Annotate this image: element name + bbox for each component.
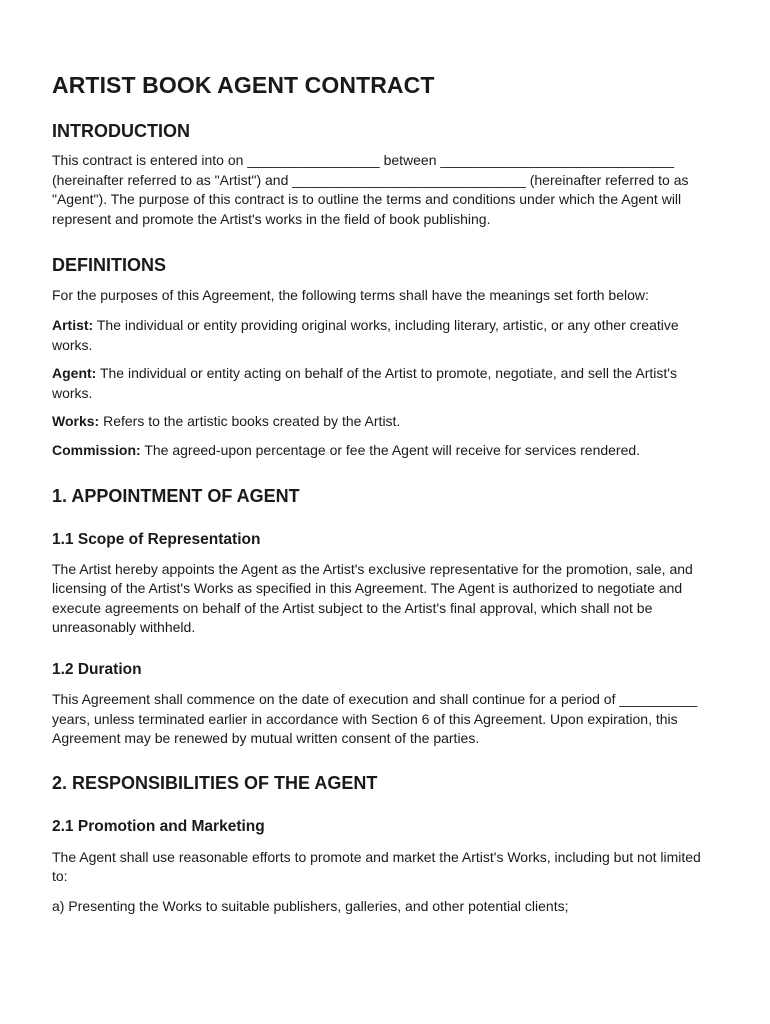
definition-term-label: Agent: bbox=[52, 365, 97, 382]
section-2-1-heading: 2.1 Promotion and Marketing bbox=[52, 817, 265, 835]
introduction-paragraph: This contract is entered into on _________________ between ______________________________ (hereinafter referred to as "Artist") and ______________________________ (hereinafter referred to as "Agent"). The purpose of this contract is to outline the terms and conditions under which the Agent will represent and promote the Artist's works in the field of book publishing. bbox=[52, 152, 689, 227]
definition-term-label: Works: bbox=[52, 413, 100, 430]
definition-commission bbox=[52, 441, 720, 461]
document-title: ARTIST BOOK AGENT CONTRACT bbox=[52, 72, 435, 98]
list-item: a) Presenting the Works to suitable publishers, galleries, and other potential clients; bbox=[52, 897, 569, 914]
definition-artist bbox=[52, 316, 720, 355]
section-2-heading: 2. RESPONSIBILITIES OF THE AGENT bbox=[52, 772, 378, 793]
definition-term-text: Refers to the artistic books created by the Artist. bbox=[99, 413, 401, 430]
definition-agent bbox=[52, 364, 720, 403]
definition-term-text: The individual or entity acting on behalf of the Artist to promote, negotiate, and sell the Artist's works. bbox=[52, 365, 677, 401]
section-1-2-heading: 1.2 Duration bbox=[52, 660, 142, 678]
definition-term-text: The individual or entity providing original works, including literary, artistic, or any other creative works. bbox=[52, 316, 679, 353]
definitions-heading: DEFINITIONS bbox=[52, 255, 167, 276]
definition-term-label: Commission: bbox=[52, 441, 141, 458]
definition-term-text: The agreed-upon percentage or fee the Agent will receive for services rendered. bbox=[140, 441, 641, 458]
definition-works bbox=[52, 412, 720, 432]
section-1-1-heading: 1.1 Scope of Representation bbox=[52, 530, 261, 548]
section-1-2-paragraph: This Agreement shall commence on the date of execution and shall continue for a period of __________ years, unless terminated earlier in accordance with Section 6 of this Agreement. Upon expiration, this Agreement may be renewed by mutual written consent of the parties. bbox=[52, 690, 698, 747]
section-2-1-paragraph: The Agent shall use reasonable efforts to promote and market the Artist's Works, including but not limited to: bbox=[52, 848, 701, 885]
introduction-heading: INTRODUCTION bbox=[52, 121, 190, 141]
section-1-1-paragraph: The Artist hereby appoints the Agent as the Artist's exclusive representative for the promotion, sale, and licensing of the Artist's Works as specified in this Agreement. The Agent is authorized to negotiate and execute agreements on behalf of the Artist subject to the Artist's final approval, which shall not be unreasonably withheld. bbox=[52, 560, 693, 636]
section-1-heading: 1. APPOINTMENT OF AGENT bbox=[52, 485, 300, 506]
definition-term-label: Artist: bbox=[52, 316, 94, 333]
contract-document bbox=[52, 66, 720, 916]
definitions-lead: For the purposes of this Agreement, the following terms shall have the meanings set forth below: bbox=[52, 287, 649, 304]
